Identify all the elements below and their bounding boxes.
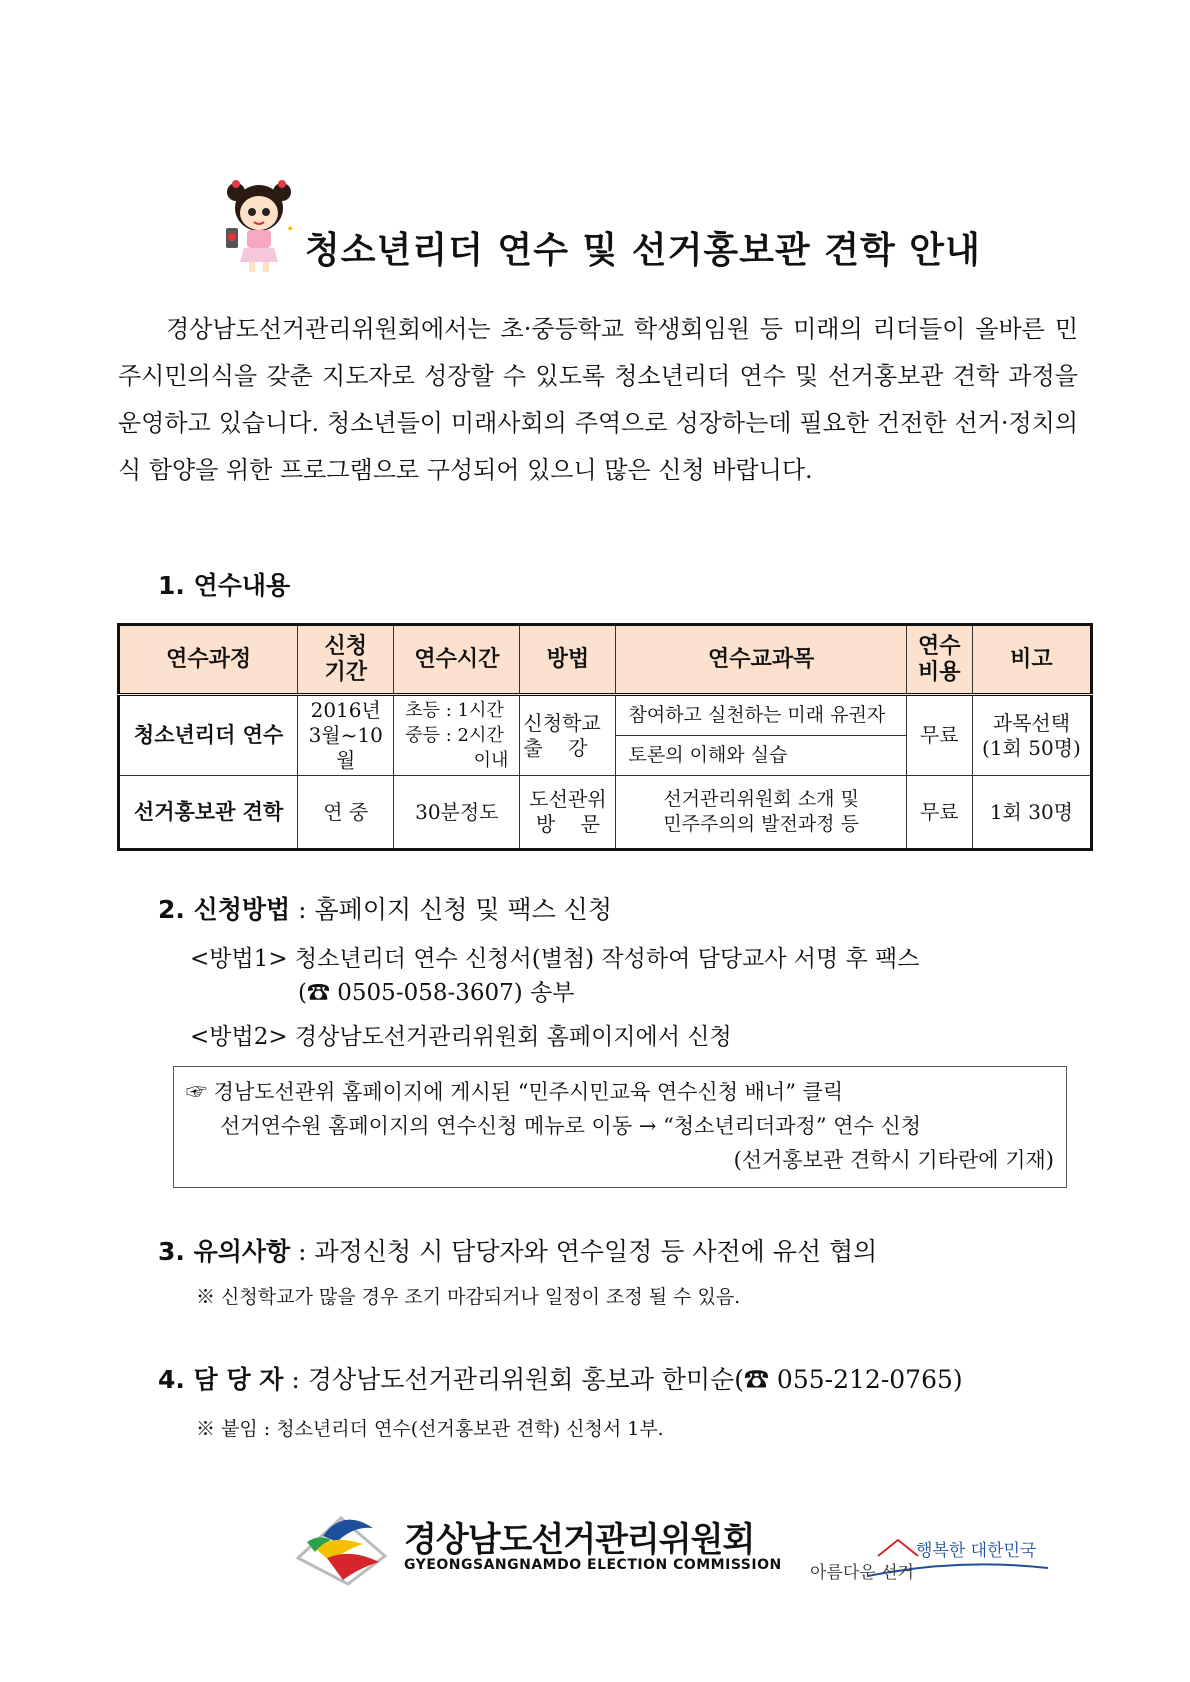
notice-line-2: 선거연수원 홈페이지의 연수신청 메뉴로 이동 → “청소년리더과정” 연수 신청 [220, 1114, 922, 1138]
header-period: 신청 기간 [298, 625, 394, 695]
row2-course: 선거홍보관 견학 [119, 776, 298, 850]
row2-period: 연 중 [298, 776, 394, 850]
svg-text:✦: ✦ [286, 224, 295, 235]
row2-subject: 선거관리위원회 소개 및 민주주의의 발전과정 등 [616, 776, 906, 850]
row1-cost: 무료 [906, 695, 972, 776]
method1-fax: (☎ 0505-058-3607) 송부 [298, 980, 575, 1006]
table-row [119, 776, 1092, 850]
intro-paragraph [118, 306, 1078, 494]
section3-heading: 3. 유의사항 : 과정신청 시 담당자와 연수일정 등 사전에 유선 협의 [158, 1237, 878, 1266]
slogan-logo [808, 1528, 1058, 1588]
slogan-text-1: 아름다운 선거 [810, 1563, 914, 1583]
attachment-note: ※ 붙임 : 청소년리더 연수(선거홍보관 견학) 신청서 1부. [196, 1418, 664, 1440]
org-name-korean: 경상남도선거관리위원회 [404, 1520, 755, 1560]
row1-note: 과목선택 (1회 50명) [972, 695, 1091, 776]
page-title: 청소년리더 연수 및 선거홍보관 견학 안내 [305, 230, 981, 271]
org-name-english: GYEONGSANGNAMDO ELECTION COMMISSION [404, 1557, 782, 1573]
intro-text: 경상남도선거관리위원회에서는 초·중등학교 학생회임원 등 미래의 리더들이 올바른 민주시민의식을 갖춘 지도자로 성장할 수 있도록 청소년리더 연수 및 선거홍보관 견학 과정을 운영하고 있습니다. 청소년들이 미래사회의 주역으로 성장하는데 필요한 건전한 선거·정치의식 함양을 위한 프로그램으로 구성되어 있으니 많은 신청 바랍니다. [118, 315, 1078, 484]
notice-box [173, 1066, 1067, 1188]
row1-course: 청소년리더 연수 [119, 695, 298, 776]
row1-subject-2: 토론의 이해와 실습 [616, 735, 906, 776]
notice-line-1: ☞ 경남도선관위 홈페이지에 게시된 “민주시민교육 연수신청 배너” 클릭 [186, 1080, 844, 1104]
section2-heading: 2. 신청방법 : 홈페이지 신청 및 팩스 신청 [158, 895, 612, 924]
header-cost: 연수 비용 [906, 625, 972, 695]
row1-time: 초등 : 1시간 중등 : 2시간 이내 [394, 695, 520, 776]
section1-heading: 1. 연수내용 [158, 571, 291, 600]
row2-time: 30분정도 [394, 776, 520, 850]
method2-text: <방법2> 경상남도선거관리위원회 홈페이지에서 신청 [190, 1024, 732, 1050]
header-subject: 연수교과목 [616, 625, 906, 695]
mascot-illustration [222, 176, 296, 276]
row1-period: 2016년 3월~10월 [298, 695, 394, 776]
training-table [117, 623, 1093, 851]
notice-line-3: (선거홍보관 견학시 기타란에 기재) [733, 1148, 1054, 1172]
commission-logo [293, 1498, 393, 1586]
table-row [119, 695, 1092, 736]
row2-cost: 무료 [906, 776, 972, 850]
section4-heading: 4. 담 당 자 : 경상남도선거관리위원회 홍보과 한미순(☎ 055-212-0765) [158, 1365, 963, 1394]
row2-method: 도선관위 방 문 [520, 776, 616, 850]
header-course: 연수과정 [119, 625, 298, 695]
row2-note: 1회 30명 [972, 776, 1091, 850]
row1-method: 신청학교 출 강 [520, 695, 616, 776]
header-method: 방법 [520, 625, 616, 695]
row1-subject-1: 참여하고 실천하는 미래 유권자 [616, 695, 906, 736]
section3-note: ※ 신청학교가 많을 경우 조기 마감되거나 일정이 조정 될 수 있음. [196, 1286, 741, 1308]
slogan-text-2: 행복한 대한민국 [916, 1541, 1037, 1561]
method1-text: <방법1> 청소년리더 연수 신청서(별첨) 작성하여 담당교사 서명 후 팩스 [190, 946, 920, 972]
header-time: 연수시간 [394, 625, 520, 695]
header-note: 비고 [972, 625, 1091, 695]
table-header-row [119, 625, 1092, 695]
